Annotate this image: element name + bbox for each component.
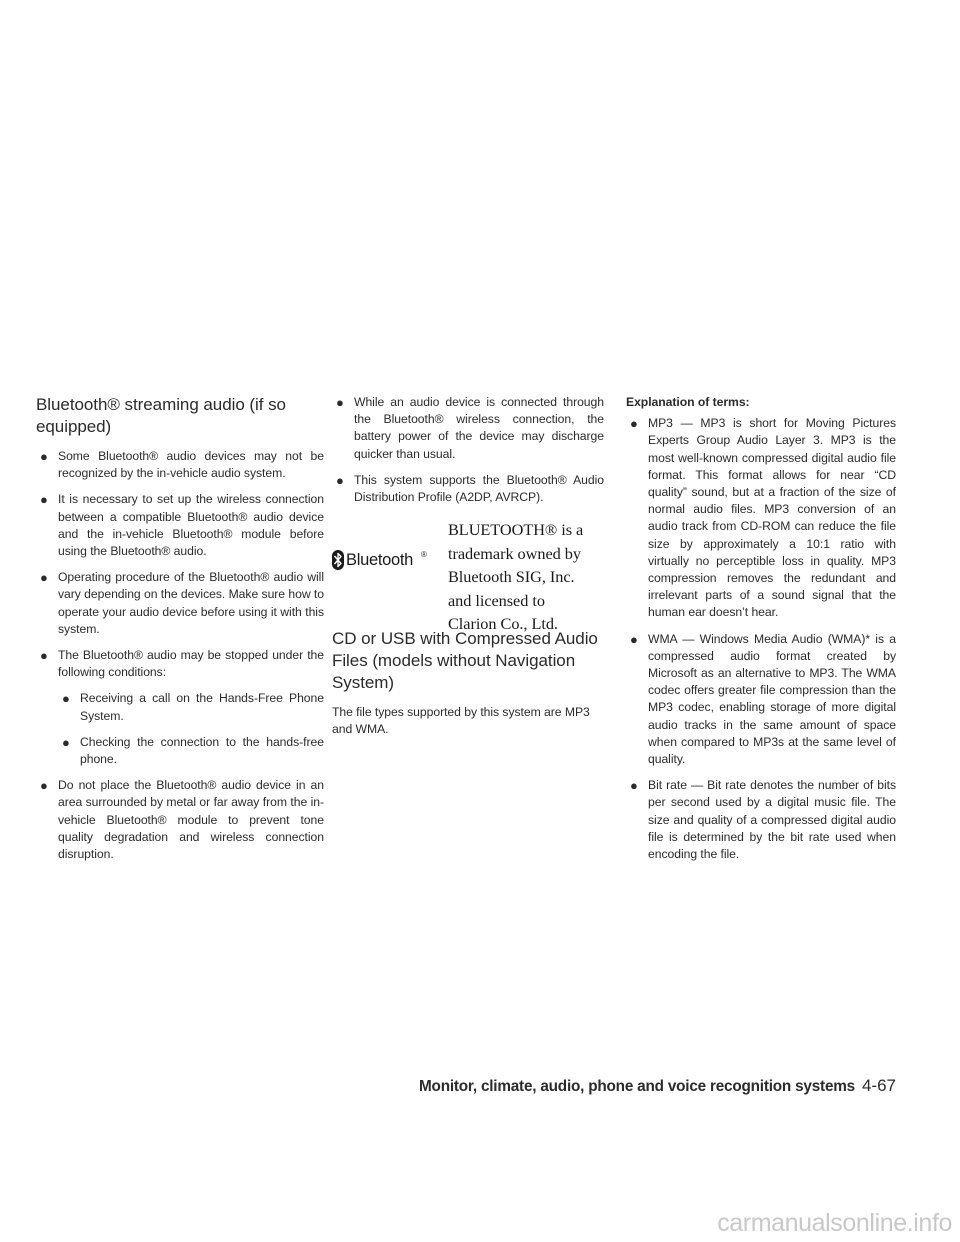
terms-label: Explanation of terms: <box>626 395 750 409</box>
page-number: 4-67 <box>861 1076 896 1095</box>
bullet-text: This system supports the Bluetooth® Audio Distribution Profile (A2DP, AVRCP). <box>354 472 604 505</box>
registered-mark: ® <box>421 550 427 560</box>
bullet-text: WMA — Windows Media Audio (WMA)* is a compressed audio format created by Microsoft as an alternative to MP3. The WMA codec offers greater file compression than the MP3 codec, enabling storage of more digital audio tracks in the same amount of space when compared to MP3s at the same level of quality. <box>648 631 896 767</box>
bullet-icon: ● <box>630 631 638 647</box>
bullet-item <box>36 647 324 681</box>
bullet-icon: ● <box>40 648 48 664</box>
sub-bullet-item <box>36 690 324 724</box>
body-paragraph: The file types supported by this system are MP3 and WMA. <box>332 705 590 737</box>
trademark-notice <box>448 518 608 636</box>
right-column <box>626 394 896 872</box>
bullet-item <box>36 777 324 863</box>
bullet-item <box>36 569 324 638</box>
bullet-icon: ● <box>630 778 638 794</box>
watermark: carmanualsonline.info <box>717 1209 952 1237</box>
bullet-text: MP3 — MP3 is short for Moving Pictures Experts Group Audio Layer 3. MP3 is the most well-known compressed digital audio file format. This format allows for near “CD quality” sound, but at a fraction of the size of normal audio files. MP3 conversion of an audio track from CD-ROM can reduce the file size by approximately a 10:1 ratio with virtually no perceptible loss in quality. MP3 compression removes the redundant and irrelevant parts of a sound signal that the human ear doesn’t hear. <box>648 416 896 620</box>
bullet-text: Bit rate — Bit rate denotes the number of bits per second used by a digital music file. The size and quality of a compressed digital audio file is determined by the bit rate used when encoding the file. <box>648 778 896 862</box>
trademark-line: and licensed to <box>448 590 545 610</box>
bullet-item <box>626 415 896 621</box>
bullet-icon: ● <box>40 570 48 586</box>
bullet-icon: ● <box>336 472 344 488</box>
trademark-line: Clarion Co., Ltd. <box>448 614 558 634</box>
section-heading-compressed-audio: CD or USB with Compressed Audio Files (models without Navigation System) <box>332 629 598 693</box>
bullet-icon: ● <box>40 449 48 464</box>
bullet-icon: ● <box>40 492 48 508</box>
bullet-icon: ● <box>40 778 48 794</box>
bullet-text: Do not place the Bluetooth® audio device in an area surrounded by metal or far away from the in-vehicle Bluetooth® module to prevent tone quality degradation and wireless connection disruption. <box>58 778 324 862</box>
trademark-line: Bluetooth SIG, Inc. <box>448 567 575 587</box>
bullet-icon: ● <box>62 734 70 750</box>
sub-bullet-text: Receiving a call on the Hands-Free Phone System. <box>80 691 324 723</box>
bluetooth-wordmark: Bluetooth <box>346 551 414 570</box>
sub-bullet-item <box>36 734 324 768</box>
bullet-item <box>626 631 896 769</box>
middle-column <box>332 394 604 739</box>
bullet-item <box>332 472 604 506</box>
bullet-text: Some Bluetooth® audio devices may not be recognized by the in-vehicle audio system. <box>58 449 324 481</box>
bullet-text: Operating procedure of the Bluetooth® audio will vary depending on the devices. Make sure how to operate your audio device before using it with this system. <box>58 570 324 636</box>
bullet-item <box>36 448 324 482</box>
bullet-icon: ● <box>336 395 344 410</box>
sub-bullet-text: Checking the connection to the hands-free phone. <box>80 734 324 767</box>
bullet-item <box>626 777 896 863</box>
bluetooth-logo <box>332 550 432 574</box>
bluetooth-rune-icon <box>332 550 344 570</box>
bullet-item <box>332 394 604 463</box>
bullet-text: It is necessary to set up the wireless connection between a compatible Bluetooth® audio device and the in-vehicle Bluetooth® module before using the Bluetooth® audio. <box>58 492 324 559</box>
section-heading-bluetooth-audio: Bluetooth® streaming audio (if so equipped) <box>36 395 286 436</box>
trademark-line: BLUETOOTH® is a <box>448 520 584 540</box>
trademark-line: trademark owned by <box>448 543 581 563</box>
bullet-text: While an audio device is connected through the Bluetooth® wireless connection, the battery power of the device may discharge quicker than usual. <box>354 395 604 461</box>
bullet-text: The Bluetooth® audio may be stopped under the following conditions: <box>58 648 324 680</box>
page-footer <box>400 1076 896 1096</box>
bullet-icon: ● <box>630 416 638 432</box>
footer-section-title: Monitor, climate, audio, phone and voice recognition systems <box>419 1078 855 1095</box>
left-column <box>36 394 324 872</box>
bullet-icon: ● <box>62 691 70 707</box>
bullet-item <box>36 491 324 560</box>
bluetooth-trademark-block <box>332 518 604 634</box>
